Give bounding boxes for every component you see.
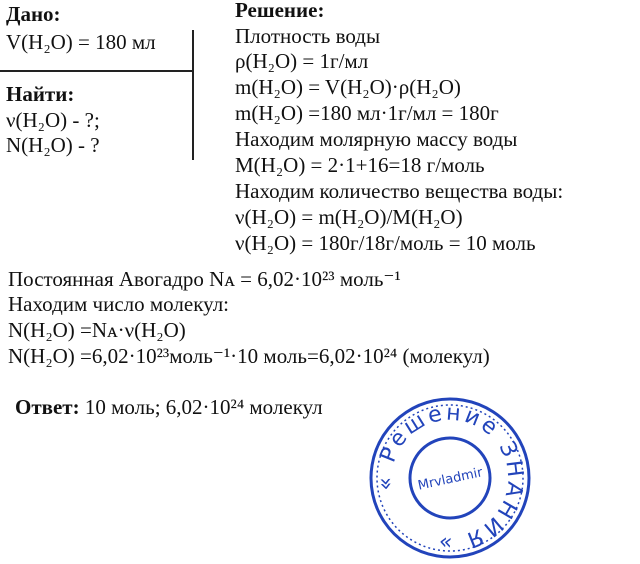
stamp-ring-text: « Решение ЗНАНИЯ »	[372, 400, 528, 556]
molecule-count-formula: N(H₂O) =Nᴀ·ν(H₂O)	[8, 318, 186, 342]
stamp-center-text: Mrvladmir	[416, 465, 485, 494]
mass-value: m(H₂O) =180 мл·1г/мл = 180г	[235, 101, 499, 125]
molecule-count-label: Находим число молекул:	[8, 292, 230, 316]
mass-formula: m(H₂O) = V(H₂O)·ρ(H₂O)	[235, 75, 461, 99]
avogadro-constant: Постоянная Авогадро Nᴀ = 6,02·10²³ моль⁻¹	[8, 267, 401, 291]
find-moles: ν(H₂O) - ?;	[6, 108, 100, 132]
find-molecules: N(H₂O) - ?	[6, 133, 100, 157]
amount-label: Находим количество вещества воды:	[235, 179, 564, 203]
molar-mass-label: Находим молярную массу воды	[235, 127, 518, 151]
density-value: ρ(H₂O) = 1г/мл	[235, 49, 369, 73]
molecule-count-value: N(H₂O) =6,02·10²³моль⁻¹·10 моль=6,02·10²⁴ (молекул)	[8, 344, 490, 368]
answer-text: 10 моль; 6,02·10²⁴ молекул	[84, 395, 323, 419]
density-label: Плотность воды	[235, 24, 381, 48]
answer-label: Ответ:	[15, 395, 80, 419]
given-volume: V(H₂O) = 180 мл	[6, 30, 156, 54]
amount-formula: ν(H₂O) = m(H₂O)/M(H₂O)	[235, 205, 463, 229]
given-heading: Дано:	[6, 2, 61, 26]
solution-heading: Решение:	[235, 0, 325, 22]
molar-mass-value: M(H₂O) = 2·1+16=18 г/моль	[235, 153, 485, 177]
amount-value: ν(H₂O) = 180г/18г/моль = 10 моль	[235, 231, 536, 255]
find-heading: Найти:	[6, 82, 75, 106]
